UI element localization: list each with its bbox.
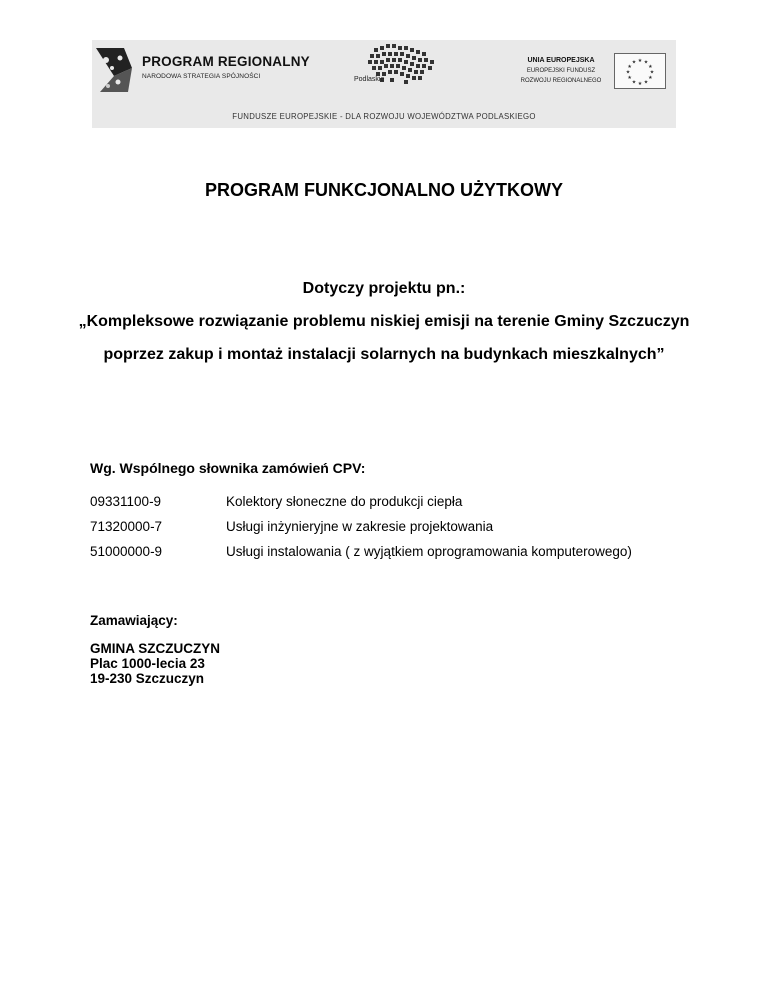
project-heading: Dotyczy projektu pn.: — [302, 280, 466, 297]
cpv-description: Usługi inżynieryjne w zakresie projektowania — [226, 519, 494, 534]
table-row — [90, 514, 690, 539]
program-title: PROGRAM REGIONALNY — [142, 54, 310, 69]
project-name: „Kompleksowe rozwiązanie problemu niskiej emisji na terenie Gminy Szczuczyn poprzez zakup i montaż instalacji solarnych na budynkach mieszkalnych” — [78, 313, 690, 363]
svg-text:★: ★ — [643, 59, 649, 66]
ordering-party-name: GMINA SZCZUCZYN — [90, 641, 220, 656]
eu-line-3: ROZWOJU REGIONALNEGO — [520, 78, 602, 84]
ordering-party-city: 19-230 Szczuczyn — [90, 671, 205, 686]
program-regionalny-logo-icon — [94, 46, 138, 94]
cpv-heading: Wg. Wspólnego słownika zamówień CPV: — [90, 460, 366, 476]
cpv-code: 71320000-7 — [90, 519, 163, 534]
eu-text-block — [514, 56, 608, 86]
table-row — [90, 489, 690, 514]
banner-tagline: FUNDUSZE EUROPEJSKIE - DLA ROZWOJU WOJEWÓDZTWA PODLASKIEGO — [232, 112, 536, 121]
eu-line-2: EUROPEJSKI FUNDUSZ — [526, 68, 596, 74]
svg-text:★: ★ — [631, 79, 637, 86]
eu-flag-icon — [614, 53, 666, 89]
svg-text:★: ★ — [627, 75, 632, 81]
cpv-table — [90, 489, 690, 564]
header-banner — [92, 40, 676, 128]
document-title: PROGRAM FUNKCJONALNO UŻYTKOWY — [205, 180, 563, 200]
region-label: Podlaskie — [354, 76, 385, 83]
cpv-description: Kolektory słoneczne do produkcji ciepła — [226, 494, 463, 509]
ordering-party-label: Zamawiający: — [90, 613, 178, 628]
svg-text:★: ★ — [631, 59, 637, 66]
svg-text:★: ★ — [648, 75, 653, 81]
svg-text:★: ★ — [627, 64, 632, 70]
svg-text:★: ★ — [637, 81, 643, 87]
eu-line-1: UNIA EUROPEJSKA — [527, 57, 595, 64]
ordering-party-street: Plac 1000-lecia 23 — [90, 656, 205, 671]
svg-text:★: ★ — [637, 58, 643, 64]
project-block — [0, 272, 768, 371]
svg-text:★: ★ — [649, 69, 655, 76]
ordering-party-address — [90, 641, 220, 686]
cpv-description: Usługi instalowania ( z wyjątkiem oprogramowania komputerowego) — [226, 544, 632, 559]
cpv-code: 51000000-9 — [90, 544, 163, 559]
svg-text:★: ★ — [625, 69, 631, 76]
cpv-code: 09331100-9 — [90, 494, 162, 509]
svg-text:★: ★ — [643, 79, 649, 86]
table-row — [90, 539, 690, 564]
program-subtitle: NARODOWA STRATEGIA SPÓJNOŚCI — [142, 73, 261, 80]
svg-text:★: ★ — [648, 64, 653, 70]
